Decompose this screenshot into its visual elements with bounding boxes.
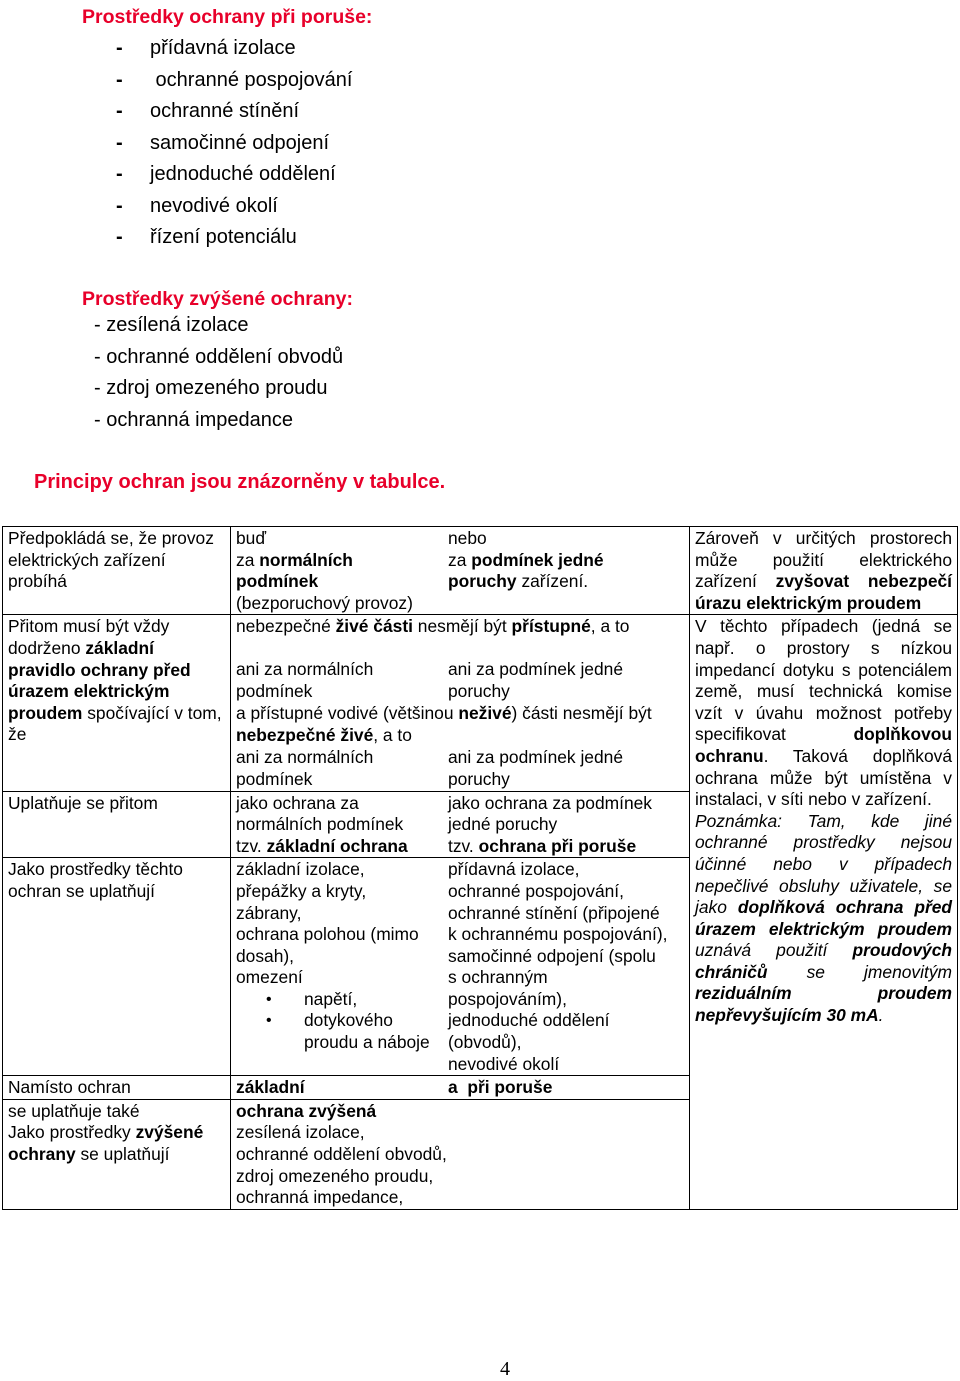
- bullet-list: [236, 989, 448, 1054]
- list-item: - zdroj omezeného proudu: [94, 377, 328, 399]
- list-item: - ochranné stínění: [116, 100, 299, 122]
- list-item: - řízení potenciálu: [116, 226, 297, 248]
- list-item: • napětí,: [266, 989, 448, 1011]
- section1-list: [116, 37, 352, 258]
- list-item: • dotykového proudu a náboje: [266, 1010, 448, 1053]
- list-item: - ochranné pospojování: [116, 68, 353, 91]
- table-cell: Jako prostředky těchto ochran se uplatňují: [3, 858, 231, 1076]
- list-item: - jednoduché oddělení: [116, 163, 336, 185]
- list-item: - samočinné odpojení: [116, 131, 330, 154]
- table-cell: ochrana zvýšená zesílená izolace, ochranné oddělení obvodů, zdroj omezeného proudu, ochranná impedance,: [231, 1099, 690, 1209]
- table-cell: základní izolace, přepážky a kryty, zábrany, ochrana polohou (mimo dosah), omezení • napětí, • dotykového proudu a náboje přídavná izolace, ochranné pospojování, ochranné stínění (připojené k ochrannému pospojování), samočinné odpojení (spolu s ochranným pospojováním), jednoduché oddělení (obvodů), nevodivé okolí: [231, 858, 690, 1076]
- section2-title: Prostředky zvýšené ochrany:: [82, 288, 353, 310]
- table-cell: základní a při poruše: [231, 1076, 690, 1100]
- section2-list: [94, 314, 343, 440]
- list-item: - ochranná impedance: [94, 408, 294, 431]
- table-row: [3, 615, 958, 791]
- list-item: - přídavná izolace: [116, 37, 296, 59]
- list-item: - ochranné oddělení obvodů: [94, 345, 344, 368]
- table-cell: Uplatňuje se přitom: [3, 791, 231, 858]
- table-cell: V těchto případech (jedná se např. o prostory s nízkou impedancí dotyku s potenciálem země, musí technická komise vzít v úvahu možnost potřeby specifikovat doplňkovou ochranu. Taková doplňková ochrana může být umístěna v instalaci, v síti nebo v zařízení. Poznámka: Tam, kde jiné ochranné prostředky nejsou účinné nebo v případech nepečlivé obsluhy uživatele, se jako doplňková ochrana před úrazem elektrickým proudem uznává použití proudových chráničů se jmenovitým reziduálním proudem nepřevyšujícím 30 mA.: [690, 615, 958, 1209]
- list-item: - nevodivé okolí: [116, 194, 278, 217]
- table-cell: nebezpečné živé části nesmějí být přístupné, a to ani za normálních podmínek ani za podmínek jedné poruchy a přístupné vodivé (většinou neživé) části nesmějí být nebezpečné živé, a to ani za normálních podmínek ani za podmínek jedné poruchy: [231, 615, 690, 791]
- table-cell: Namísto ochran: [3, 1076, 231, 1100]
- list-item: - zesílená izolace: [94, 314, 249, 336]
- table-cell: Přitom musí být vždy dodrženo základní pravidlo ochrany před úrazem elektrickým proudem spočívající v tom, že: [3, 615, 231, 791]
- page-number: 4: [500, 1358, 510, 1380]
- principles-table: [2, 526, 958, 1210]
- table-row: [3, 527, 958, 615]
- section1-title: Prostředky ochrany při poruše:: [82, 6, 373, 28]
- table-cell: buď za normálních podmínek (bezporuchový provoz) nebo za podmínek jedné poruchy zařízení.: [231, 527, 690, 615]
- table-cell: Zároveň v určitých prostorech může použití elektrického zařízení zvyšovat nebezpečí úrazu elektrickým proudem: [690, 527, 958, 615]
- principle-heading: Principy ochran jsou znázorněny v tabulce.: [34, 471, 446, 493]
- table-cell: se uplatňuje také Jako prostředky zvýšené ochrany se uplatňují: [3, 1099, 231, 1209]
- table-cell: jako ochrana za normálních podmínek tzv. základní ochrana jako ochrana za podmínek jedné poruchy tzv. ochrana při poruše: [231, 791, 690, 858]
- table-cell: Předpokládá se, že provoz elektrických zařízení probíhá: [3, 527, 231, 615]
